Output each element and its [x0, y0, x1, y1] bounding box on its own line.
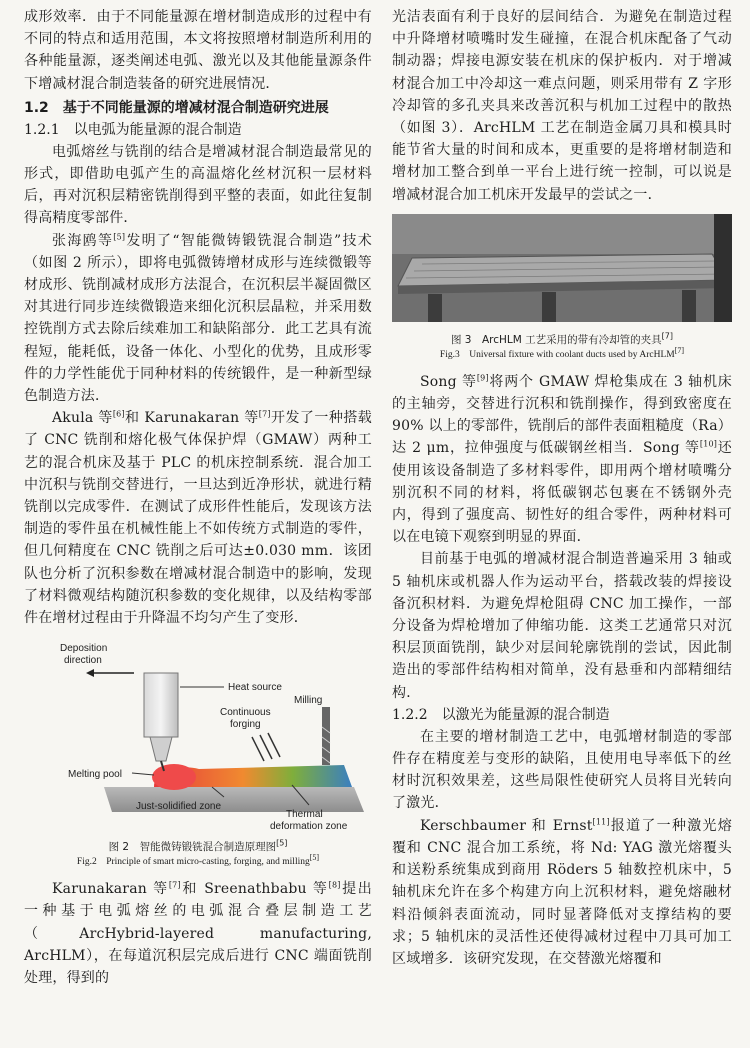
label-heat-source: Heat source — [228, 682, 282, 694]
text: Akula 等 — [52, 410, 113, 427]
text: 发明了“智能微铸锻铣混合制造”技术（如图 2 所示），即将电弧微铸增材成形与连续微锻等材成形、铣削减材成形方法混合，在沉积层半凝固微区对其进行同步连续微锻造来细化沉积层晶粒，并采用数控铣削方式去除后续难加工和缺陷部分．此工艺具有流程短，能耗低，设备一体化、小型化的优势，且成形零件的力学性能优于同种材料的传统锻件，是一种新型绿色制造方法． — [24, 232, 372, 405]
citation: [5] — [276, 838, 288, 848]
paragraph — [24, 407, 372, 629]
citation: [8] — [328, 880, 341, 890]
text: 还使用该设备制造了多材料零件，即用两个增材喷嘴分别沉积不同的材料，将低碳钢芯包裹在不锈钢外壳内，得到了强度高、韧性好的组合零件，两种材料可以在电镜下观察到明显的界面． — [392, 440, 732, 546]
paragraph — [392, 815, 732, 970]
paragraph: 电弧熔丝与铣削的结合是增减材混合制造最常见的形式，即借助电弧产生的高温熔化丝材沉积一层材料后，再对沉积层精密铣削得到平整的表面，如此往复制得高精度零部件． — [24, 143, 372, 227]
paragraph: 成形效率．由于不同能量源在增材制造成形的过程中有不同的特点和适用范围，本文将按照增材制造所利用的各种能量源，逐类阐述电弧、激光以及其他能量源条件下增减材混合制造装备的研究进展情况． — [24, 9, 372, 92]
citation: [11] — [592, 817, 610, 827]
label-melting-pool: Melting pool — [68, 769, 122, 781]
milling-tool — [322, 707, 330, 765]
label-forging: forging — [230, 719, 261, 731]
label-continuous: Continuous — [220, 707, 271, 719]
text: Karunakaran 等 — [52, 881, 169, 898]
melting-pool-shape — [152, 764, 196, 790]
text: Fig.3 Universal fixture with coolant ducts used by ArcHLM — [439, 349, 675, 360]
figure-3-caption-en — [392, 345, 732, 363]
paragraph — [24, 230, 372, 408]
section-heading-1-2: 1.2 基于不同能量源的增减材混合制造研究进展 — [24, 99, 329, 116]
text: 张海鸥等 — [52, 232, 114, 249]
figure-3-photo — [392, 214, 732, 322]
citation: [10] — [699, 439, 718, 449]
figure-2-diagram — [24, 637, 372, 835]
paragraph: 光洁表面有利于良好的层间结合．为避免在制造过程中升降增材喷嘴时发生碰撞，在混合机床配备了气动制动器；焊接电源安装在机床的保护板内．对于增减材混合加工中冷却这一难点问题，则采用带有 Z 字形冷却管的多孔夹具来改善沉积与机加工过程中的散热（如图 3）．ArcHLM 工艺在制造金属刀具和模具时能节省大量的时间和成本，更重要的是将增材制造和增材加工整合到单一平台上进行统一控制，可以说是增减材混合加工机床开发最早的尝试之一． — [392, 9, 732, 203]
text: 图 2 智能微铸锻铣混合制造原理图 — [108, 841, 277, 854]
figure-2 — [24, 637, 372, 870]
citation: [6] — [112, 409, 125, 419]
forging-arrows — [252, 733, 280, 761]
left-column — [24, 6, 372, 989]
paragraph: 目前基于电弧的增减材混合制造普遍采用 3 轴或 5 轴机床或机器人作为运动平台，搭载改装的焊接设备沉积材料．为避免焊枪阻碍 CNC 加工操作，一部分设备为焊枪增加了伸缩功能．这类工艺通常只对沉积层顶面铣削，缺少对层间轮廓铣削的尝试，因此制造出的零部件结构相对简单，没有悬垂和内部精细结构． — [392, 551, 732, 701]
figure-3 — [392, 214, 732, 363]
text: Kerschbaumer 和 Ernst — [420, 817, 593, 834]
citation: [7] — [168, 880, 181, 890]
text: 和 Karunakaran 等 — [124, 410, 259, 427]
label-milling: Milling — [294, 695, 323, 707]
heat-source-torch — [144, 673, 178, 737]
text: 开发了一种搭载了 CNC 铣削和熔化极气体保护焊（GMAW）两种工艺的混合机床及基于 PLC 的机床控制系统．混合加工中沉积与铣削交替进行，一旦达到近净形状，就进行精铣削以完成零件．在测试了成形件性能后，发现该方法制造的零件虽在机械性能上不如传统方式制造的零件，但几何精度在 CNC 铣削之后可达±0.030 mm．该团队也分析了沉积参数在增减材混合制造中的影响，发现了材料微观结构随沉积参数的变化规律，以及结构零部件在增材过程由于升降温不均匀产生了变形． — [24, 410, 372, 627]
figure-2-caption-en — [24, 855, 372, 870]
paragraph — [392, 371, 732, 549]
citation: [5] — [113, 231, 126, 241]
figure-2-caption-cn — [24, 839, 372, 855]
subsection-heading-1-2-1: 1.2.1 以电弧为能量源的混合制造 — [24, 121, 242, 138]
text: 将两个 GMAW 焊枪集成在 3 轴机床的主轴旁，交替进行沉积和铣削操作，得到致密度在 90% 以上的零部件，铣削后的部件表面粗糙度（Ra）达 2 μm，拉伸强度与低碳钢丝相当．Song 等 — [392, 373, 732, 457]
text: 提出一种基于电弧熔丝的电弧混合叠层制造工艺（ArcHybrid-layered manufacturing, ArcHLM），在每道沉积层完成后进行 CNC 端面铣削处理，得到的 — [24, 881, 372, 987]
text: 图 3 ArcHLM 工艺采用的带有冷却管的夹具 — [450, 333, 662, 346]
citation: [7] — [674, 345, 685, 355]
label-deformation-zone: deformation zone — [270, 821, 348, 833]
right-column — [392, 6, 732, 970]
label-deposition: Deposition — [60, 643, 108, 655]
citation: [7] — [661, 331, 674, 341]
text: 和 Sreenathbabu 等 — [180, 881, 329, 898]
text: 报道了一种激光熔覆和 CNC 混合加工系统，将 Nd: YAG 激光熔覆头和送粉系统集成到商用 Röders 5 轴数控机床中，5 轴机床允许在多个构建方向上沉积材料，避免熔融材料沿倾斜表面流动，同时显著降低对支撑结构的要求；5 轴机床的灵活性还使得减材过程中刀具可加工区域增多．该研究发现，在交替激光熔覆和 — [392, 817, 732, 967]
label-thermal: Thermal — [286, 809, 323, 821]
paragraph: 在主要的增材制造工艺中，电弧增材制造的零部件存在精度差与变形的缺陷，且使用电导率低下的丝材时沉积效果差，这些局限性使研究人员将目光转向了激光． — [392, 728, 732, 812]
paragraph — [24, 878, 372, 989]
citation: [9] — [476, 373, 489, 383]
text: Song 等 — [420, 373, 477, 390]
subsection-heading-1-2-2: 1.2.2 以激光为能量源的混合制造 — [392, 706, 610, 723]
label-direction: direction — [64, 655, 102, 667]
text: Fig.2 Principle of smart micro-casting, forging, and milling — [76, 857, 310, 868]
citation: [5] — [309, 853, 320, 863]
citation: [7] — [258, 409, 271, 419]
label-just-solidified: Just-solidified zone — [136, 801, 222, 813]
